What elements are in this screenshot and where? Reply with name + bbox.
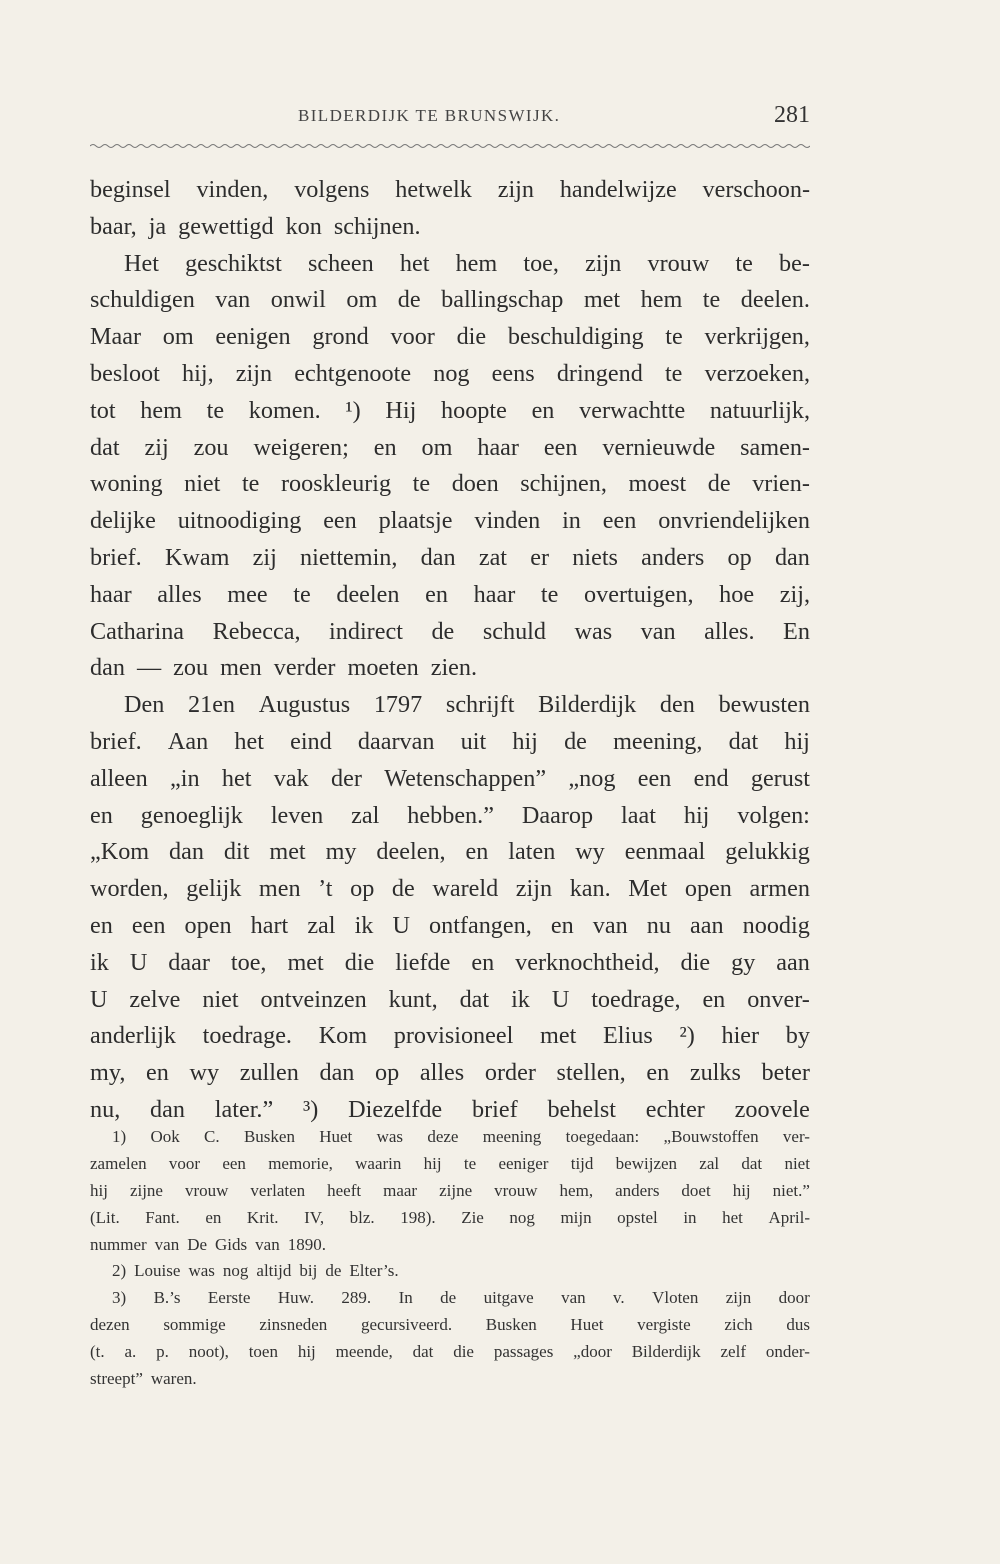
body-line: U zelve niet ontveinzen kunt, dat ik U toedrage, en onver- <box>90 985 810 1013</box>
body-line: Maar om eenigen grond voor die beschuldiging te verkrijgen, <box>90 323 810 351</box>
body-line: haar alles mee te deelen en haar te overtuigen, hoe zij, <box>90 580 810 608</box>
footnote-line: 3) B.’s Eerste Huw. 289. In de uitgave van v. Vloten zijn door <box>112 1288 810 1308</box>
body-line: baar, ja gewettigd kon schijnen. <box>90 212 421 240</box>
body-line: en een open hart zal ik U ontfangen, en van nu aan noodig <box>90 911 810 939</box>
body-line: Het geschiktst scheen het hem toe, zijn vrouw te be- <box>124 249 810 277</box>
body-line: ik U daar toe, met die liefde en verknochtheid, die gy aan <box>90 948 810 976</box>
footnote-line: (Lit. Fant. en Krit. IV, blz. 198). Zie nog mijn opstel in het April- <box>90 1207 810 1227</box>
footnote-line: 2) Louise was nog altijd bij de Elter’s. <box>112 1261 399 1281</box>
footnote-line: zamelen voor een memorie, waarin hij te eeniger tijd bewijzen zal dat niet <box>90 1153 810 1173</box>
body-line: Catharina Rebecca, indirect de schuld was van alles. En <box>90 617 810 645</box>
page-number: 281 <box>774 102 810 128</box>
footnote-line: 1) Ook C. Busken Huet was deze meening toegedaan: „Bouwstoffen ver- <box>112 1127 810 1146</box>
body-line: delijke uitnoodiging een plaatsje vinden in een onvriendelijken <box>90 507 810 535</box>
body-line: my, en wy zullen dan op alles order stellen, en zulks beter <box>90 1059 810 1087</box>
body-line: „Kom dan dit met my deelen, en laten wy eenmaal gelukkig <box>90 838 810 866</box>
body-line: anderlijk toedrage. Kom provisioneel met Elius ²) hier by <box>90 1022 810 1050</box>
footnote-line: (t. a. p. noot), toen hij meende, dat die passages „door Bilderdijk zelf onder- <box>90 1342 810 1362</box>
running-title: BILDERDIJK TE BRUNSWIJK. <box>298 106 561 125</box>
body-line: alleen „in het vak der Wetenschappen” „nog een end gerust <box>90 764 810 792</box>
body-line: besloot hij, zijn echtgenoote nog eens dringend te verzoeken, <box>90 359 810 387</box>
footnote-line: streept” waren. <box>90 1369 197 1389</box>
body-line: worden, gelijk men ’t op de wareld zijn kan. Met open armen <box>90 875 810 903</box>
body-line: woning niet te rooskleurig te doen schijnen, moest de vrien- <box>90 470 810 498</box>
footnote-line: nummer van De Gids van 1890. <box>90 1234 326 1254</box>
body-text <box>90 172 810 1129</box>
body-line: tot hem te komen. ¹) Hij hoopte en verwachtte natuurlijk, <box>90 396 810 424</box>
footnote-line: hij zijne vrouw verlaten heeft maar zijne vrouw hem, anders doet hij niet.” <box>90 1180 810 1200</box>
body-line: brief. Kwam zij niettemin, dan zat er niets anders op dan <box>90 543 810 571</box>
body-line: dan — zou men verder moeten zien. <box>90 654 478 682</box>
running-head <box>90 102 810 136</box>
footnote-line: dezen sommige zinsneden gecursiveerd. Busken Huet vergiste zich dus <box>90 1315 810 1335</box>
decorative-wavy-rule <box>90 142 810 150</box>
body-line: en genoeglijk leven zal hebben.” Daarop laat hij volgen: <box>90 801 810 829</box>
body-line: dat zij zou weigeren; en om haar een vernieuwde samen- <box>90 433 810 461</box>
body-line: nu, dan later.” ³) Diezelfde brief behelst echter zoovele <box>90 1095 810 1123</box>
body-line: schuldigen van onwil om de ballingschap met hem te deelen. <box>90 286 810 314</box>
body-line: beginsel vinden, volgens hetwelk zijn handelwijze verschoon- <box>90 176 810 203</box>
footnotes <box>90 1124 810 1393</box>
body-line: Den 21en Augustus 1797 schrijft Bilderdijk den bewusten <box>124 691 810 719</box>
body-line: brief. Aan het eind daarvan uit hij de meening, dat hij <box>90 727 810 755</box>
